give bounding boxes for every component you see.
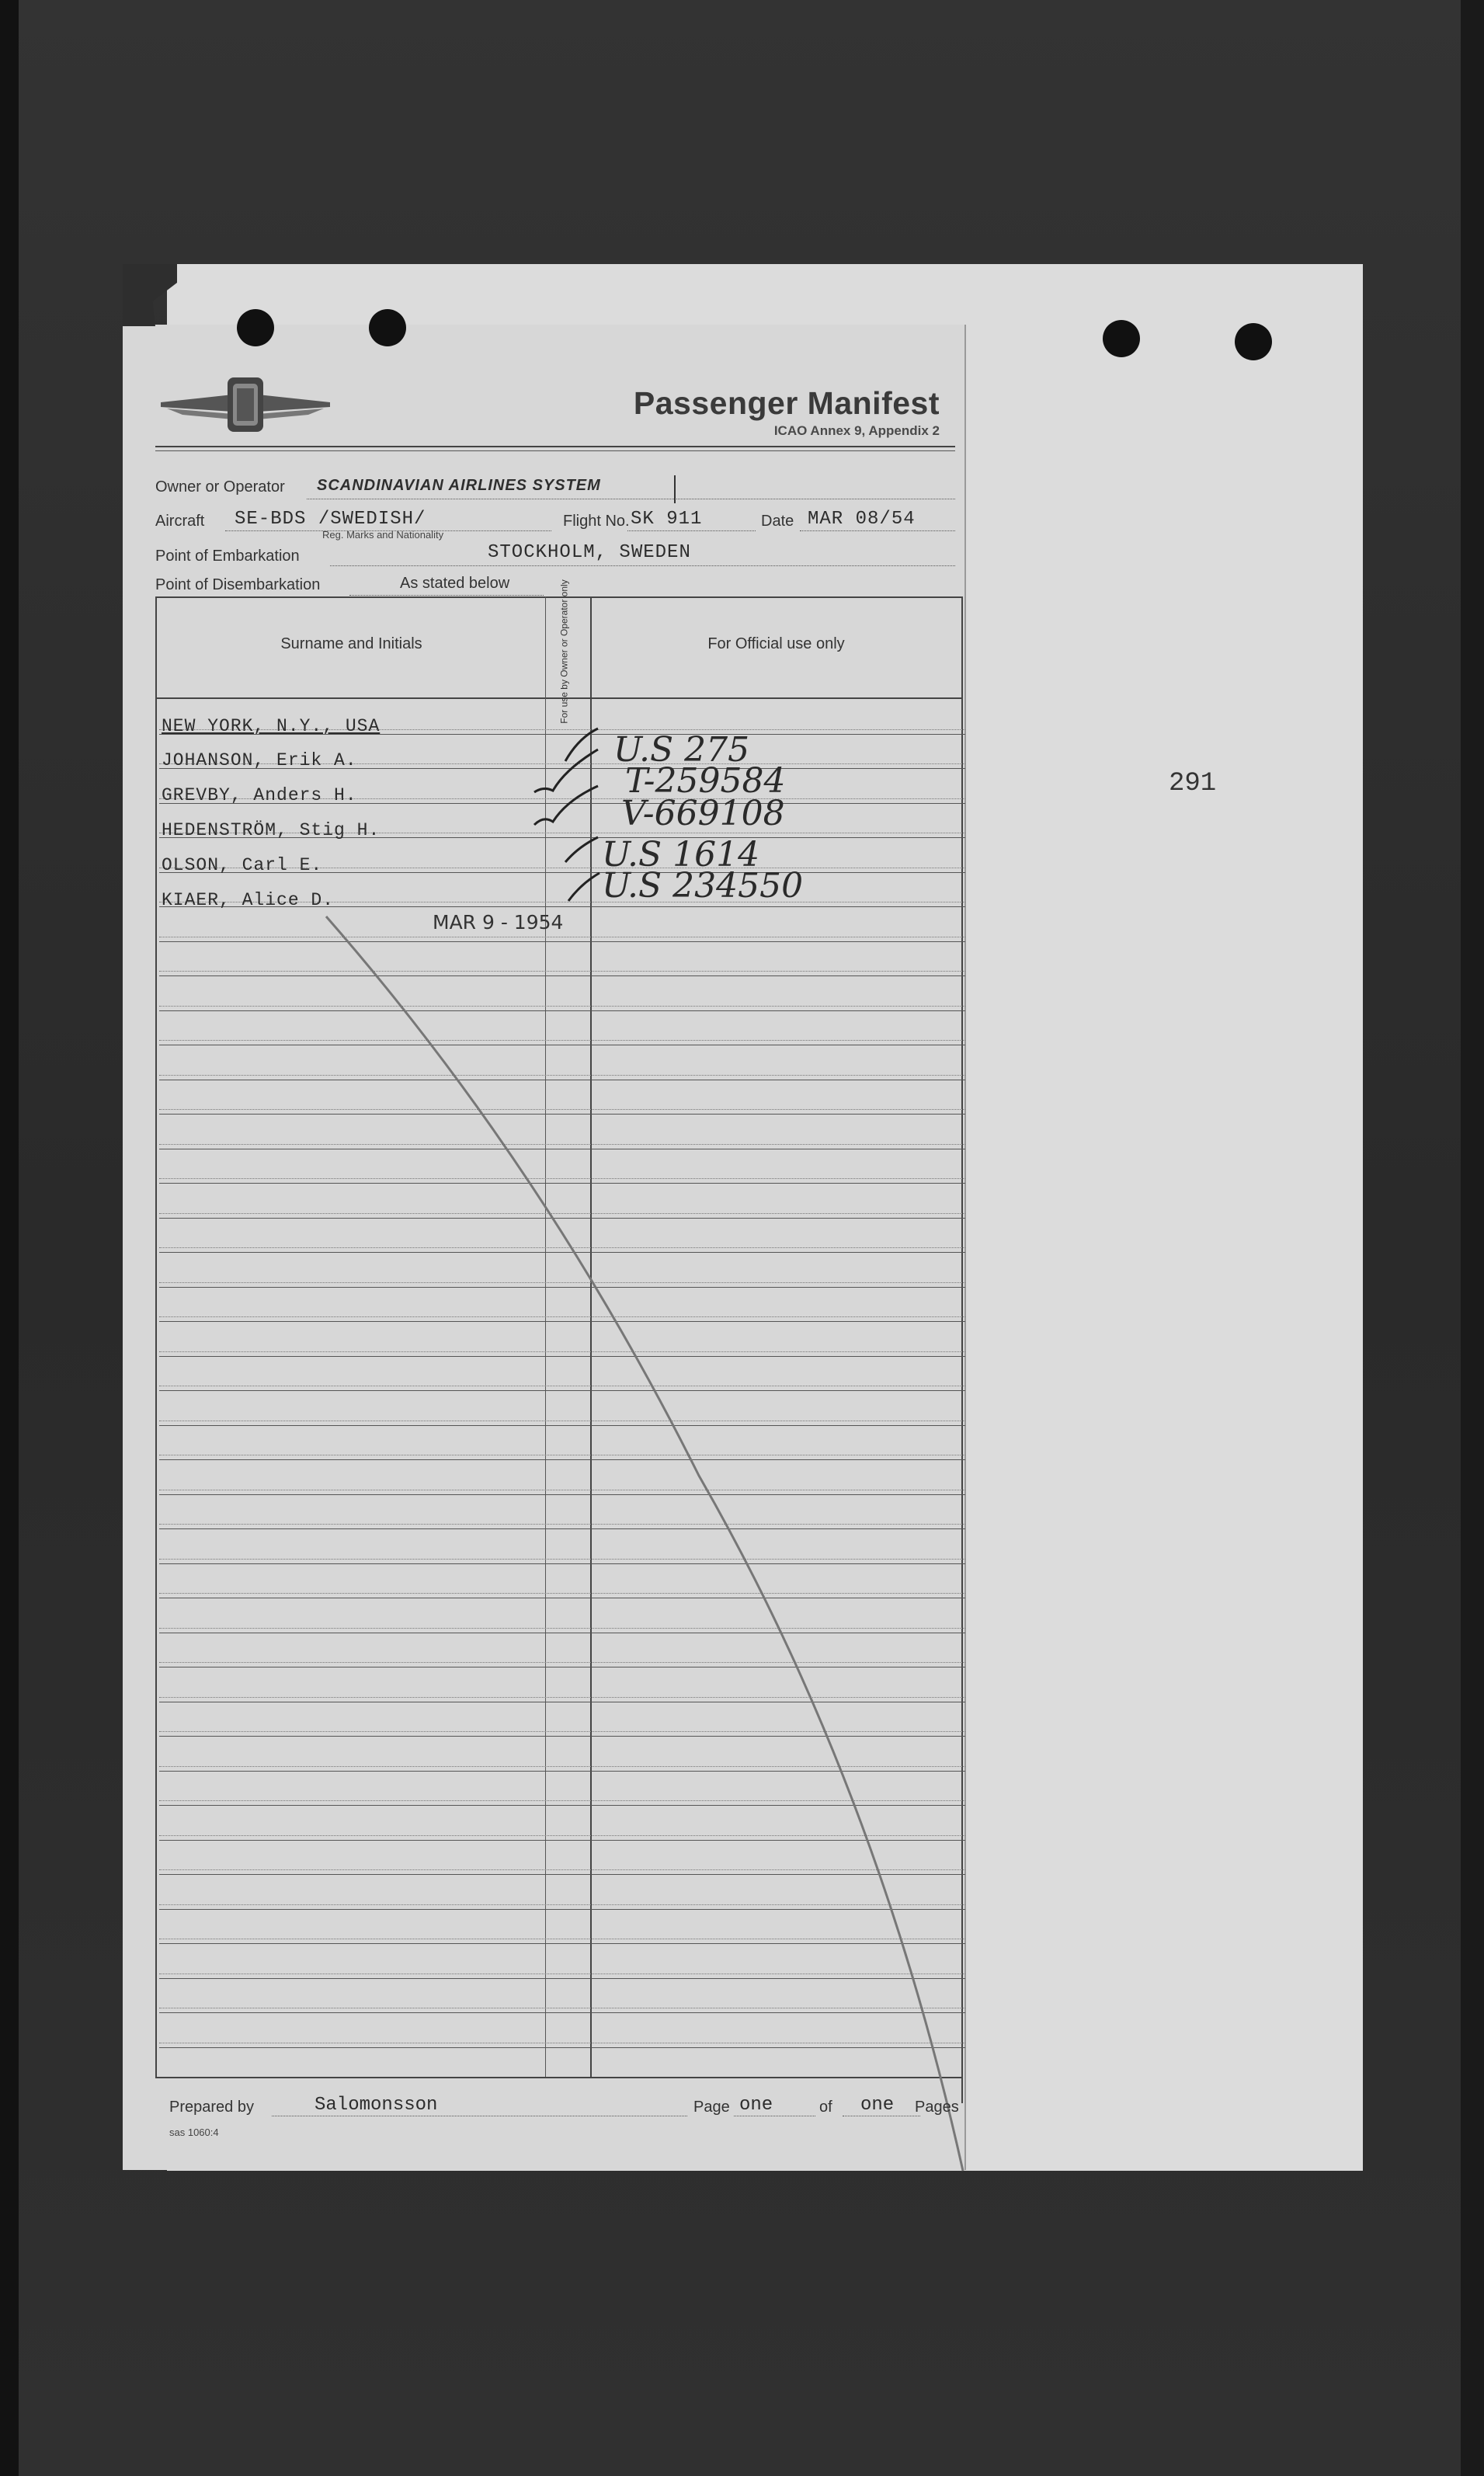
aircraft-value: SE-BDS /SWEDISH/ — [235, 509, 426, 530]
reg-note: Reg. Marks and Nationality — [322, 529, 444, 541]
flight-label: Flight No. — [563, 513, 630, 530]
passenger-row: KIAER, Alice D. — [162, 890, 335, 910]
disembark-value: As stated below — [400, 575, 510, 592]
check-mark — [565, 837, 598, 862]
form-subtitle: ICAO Annex 9, Appendix 2 — [773, 423, 940, 438]
page-value: one — [739, 2095, 773, 2116]
check-mark — [565, 729, 598, 761]
date-stamp: MAR 9 - 1954 — [433, 911, 564, 934]
date-value: MAR 08/54 — [808, 509, 916, 530]
col-surname-header: Surname and Initials — [280, 635, 422, 652]
diagonal-line — [326, 916, 963, 2171]
embark-label: Point of Embarkation — [155, 548, 300, 565]
pages-label: Pages — [915, 2099, 959, 2116]
destination-heading: NEW YORK, N.Y., USA — [162, 716, 381, 736]
passenger-row: OLSON, Carl E. — [162, 855, 323, 875]
date-label: Date — [761, 513, 794, 530]
form-title: Passenger Manifest — [633, 385, 940, 421]
page-number: 291 — [1169, 769, 1217, 798]
of-label: of — [819, 2099, 832, 2116]
owner-value: SCANDINAVIAN AIRLINES SYSTEM — [317, 477, 601, 494]
of-value: one — [860, 2095, 895, 2116]
official-note: U.S 1614 — [602, 835, 760, 875]
check-mark — [534, 749, 598, 792]
aircraft-label: Aircraft — [155, 513, 205, 530]
official-note: U.S 275 — [613, 730, 750, 770]
passenger-row: JOHANSON, Erik A. — [162, 750, 357, 770]
prepared-label: Prepared by — [169, 2099, 254, 2116]
page-label: Page — [693, 2099, 730, 2116]
official-note: T-259584 — [625, 761, 786, 801]
col-official-header: For Official use only — [707, 635, 845, 652]
embark-value: STOCKHOLM, SWEDEN — [488, 542, 691, 563]
flight-value: SK 911 — [631, 509, 703, 530]
check-mark — [568, 873, 600, 901]
form-code: sas 1060:4 — [169, 2127, 219, 2138]
check-mark — [534, 786, 598, 825]
passenger-row: HEDENSTRÖM, Stig H. — [162, 820, 381, 840]
col-owner-header: For use by Owner or Operator only — [558, 579, 570, 724]
prepared-value: Salomonsson — [315, 2095, 438, 2116]
owner-label: Owner or Operator — [155, 478, 285, 496]
passenger-row: GREVBY, Anders H. — [162, 785, 357, 805]
official-note: U.S 234550 — [602, 866, 804, 906]
disembark-label: Point of Disembarkation — [155, 576, 321, 593]
official-note: V-669108 — [621, 794, 785, 833]
